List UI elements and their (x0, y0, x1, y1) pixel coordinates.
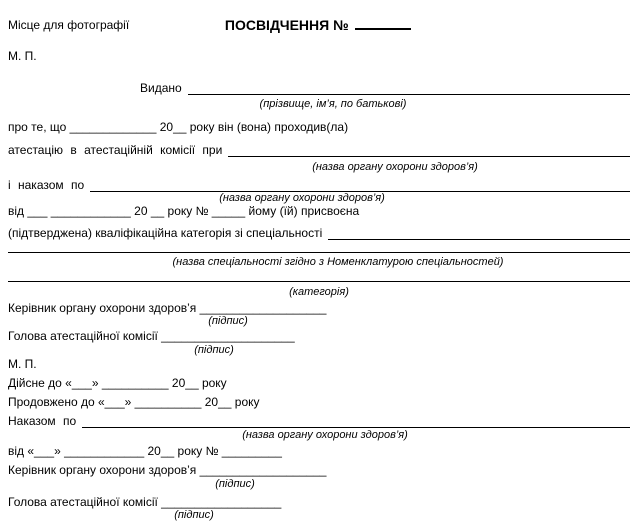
signature-caption-3: (підпис) (215, 478, 255, 490)
order-by-line-2 (8, 414, 630, 428)
health-authority-caption-2: (назва органу охорони здоров’я) (219, 192, 385, 204)
order-date-line-2: від «___» ____________ 20__ року № _________ (8, 444, 282, 458)
specialty-continuation-blank (8, 240, 630, 253)
signature-caption-2: (підпис) (194, 344, 234, 356)
extended-until-line: Продовжено до «___» __________ 20__ року (8, 395, 260, 409)
stamp-abbr-middle: М. П. (8, 357, 37, 371)
order-by-line-1 (8, 178, 630, 192)
health-authority-caption-1: (назва органу охорони здоров’я) (312, 161, 478, 173)
order-by-label-2: Наказом по (8, 414, 77, 428)
health-authority-blank-3 (82, 414, 630, 428)
category-caption: (категорія) (289, 286, 349, 298)
photo-placeholder: Місце для фотографії (8, 18, 130, 32)
document-title: ПОСВІДЧЕННЯ № (224, 17, 349, 33)
qualification-line (8, 226, 630, 240)
issued-label: Видано (140, 81, 182, 95)
commission-line (8, 143, 630, 157)
head-authority-signature-line-2: Керівник органу охорони здоров’я ___________________ (8, 463, 327, 477)
signature-caption-1: (підпис) (208, 315, 248, 327)
order-by-label-1: і наказом по (8, 178, 85, 192)
signature-caption-4: (підпис) (174, 509, 214, 521)
category-blank (8, 269, 630, 282)
commission-chair-signature-line-2: Голова атестаційної комісії __________________ (8, 495, 282, 509)
health-authority-blank-2 (90, 178, 630, 192)
specialty-blank (328, 226, 630, 240)
attested-date-line: про те, що _____________ 20__ року він (вона) проходив(ла) (8, 120, 349, 134)
valid-until-line: Дійсне до «___» __________ 20__ року (8, 376, 227, 390)
health-authority-blank-1 (228, 143, 630, 157)
order-details-line: від ___ ____________ 20 __ року № _____ йому (їй) присвоєна (8, 204, 360, 218)
health-authority-caption-3: (назва органу охорони здоров’я) (242, 429, 408, 441)
stamp-abbr-top: М. П. (8, 49, 37, 63)
commission-label: атестацію в атестаційній комісії при (8, 143, 223, 157)
head-authority-signature-line-1: Керівник органу охорони здоров’я ___________________ (8, 301, 327, 315)
full-name-caption: (прізвище, ім’я, по батькові) (259, 98, 407, 110)
issued-line (8, 81, 630, 95)
qualification-label: (підтверджена) кваліфікаційна категорія зі спеціальності (8, 226, 323, 240)
commission-chair-signature-line-1: Голова атестаційної комісії ____________________ (8, 329, 295, 343)
specialty-caption: (назва спеціальності згідно з Номенклатурою спеціальностей) (172, 256, 504, 268)
issued-name-blank (188, 81, 630, 95)
